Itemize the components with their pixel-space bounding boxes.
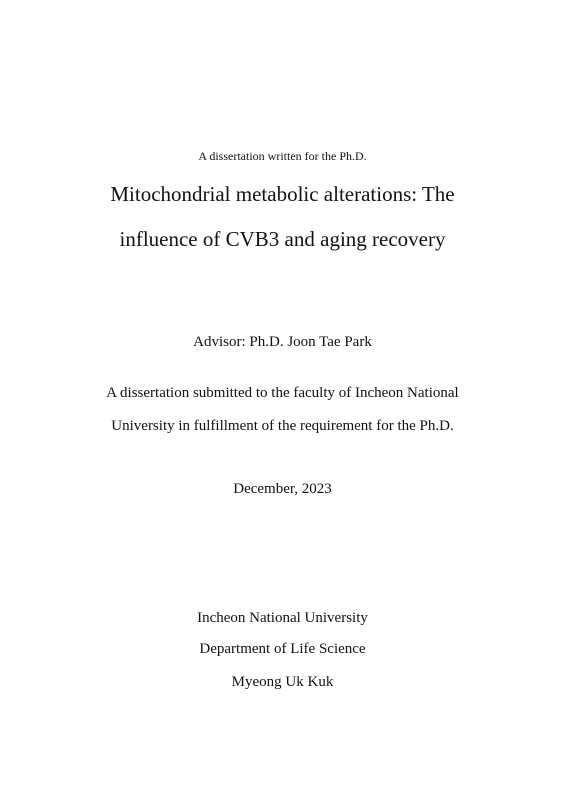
- submission-line-2: University in fulfillment of the requirement for the Ph.D.: [111, 418, 454, 434]
- date-line: December, 2023: [233, 481, 332, 497]
- institution-line: Incheon National University: [197, 610, 368, 626]
- department-line: Department of Life Science: [199, 641, 366, 657]
- title-line-2: influence of CVB3 and aging recovery: [119, 227, 446, 251]
- author-line: Myeong Uk Kuk: [231, 674, 334, 690]
- advisor-line: Advisor: Ph.D. Joon Tae Park: [193, 334, 372, 350]
- submission-line-1: A dissertation submitted to the faculty of Incheon National: [106, 385, 459, 401]
- preface-line: A dissertation written for the Ph.D.: [198, 149, 367, 163]
- title-line-1: Mitochondrial metabolic alterations: The: [110, 182, 455, 206]
